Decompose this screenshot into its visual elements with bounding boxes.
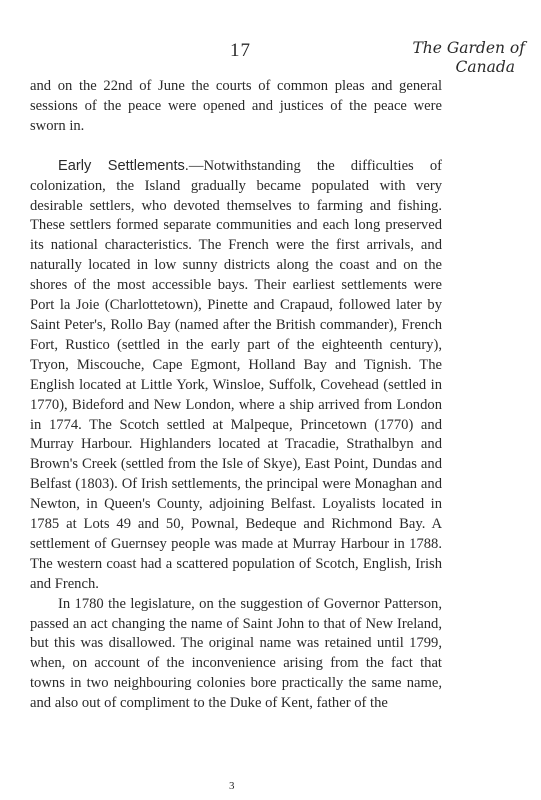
running-title-line-2: Canada [455, 58, 515, 76]
paragraph-early-settlements [30, 157, 442, 595]
running-title-line-1: The Garden of [412, 39, 525, 57]
page-number: 17 [230, 40, 251, 61]
paragraph-continuation: and on the 22nd of June the courts of common pleas and general sessions of the peace were opened and justices of the peace were sworn in. [30, 78, 442, 134]
running-title [395, 39, 525, 77]
section-heading: Early Settlements. [58, 157, 189, 174]
paragraph-name-change: In 1780 the legislature, on the suggestion of Governor Patterson, passed an act changing the name of Saint John to that of New Ireland, but this was disallowed. The original name was retained until 1799, when, on account of the inconvenience arising from the fact that towns in two neighbouring colonies bore practically the same name, and also out of compliment to the Duke of Kent, father of the [30, 595, 442, 712]
paragraph-early-settlements-text: —Notwithstanding the difficulties of colonization, the Island gradually became populated with very desirable settlers, who devoted themselves to farming and fishing. These settlers formed separate communities and each long preserved its national characteristics. The French were the first arrivals, and naturally located in low sunny districts along the coast and on the shores of the most accessible bays. Their earliest settlements were Port la Joie (Charlottetown), Pinette and Crapaud, followed later by Saint Peter's, Rollo Bay (named after the British commander), French Fort, Rustico (settled in the early part of the eighteenth century), Tryon, Miscouche, Cape Egmont, Holland Bay and Tignish. The English located at Little York, Winsloe, Suffolk, Covehead (settled in 1770), Bideford and New London, where a ship arrived from London in 1774. The Scotch settled at Malpeque, Princetown (1770) and Murray Harbour. Highlanders located at Tracadie, Strathalbyn and Brown's Creek (settled from the Isle of Skye), East Point, Dundas and Belfast (1803). Of Irish settlements, the principal were Monaghan and Newton, in Queen's County, adjoining Belfast. Loyalists located in 1785 at Lots 49 and 50, Pownal, Bedeque and Richmond Bay. A settlement of Guernsey people was made at Murray Harbour in 1788. The western coast had a scattered population of Scotch, English, Irish and French. [30, 157, 442, 592]
page-body [30, 77, 442, 714]
signature-mark: 3 [229, 780, 235, 792]
